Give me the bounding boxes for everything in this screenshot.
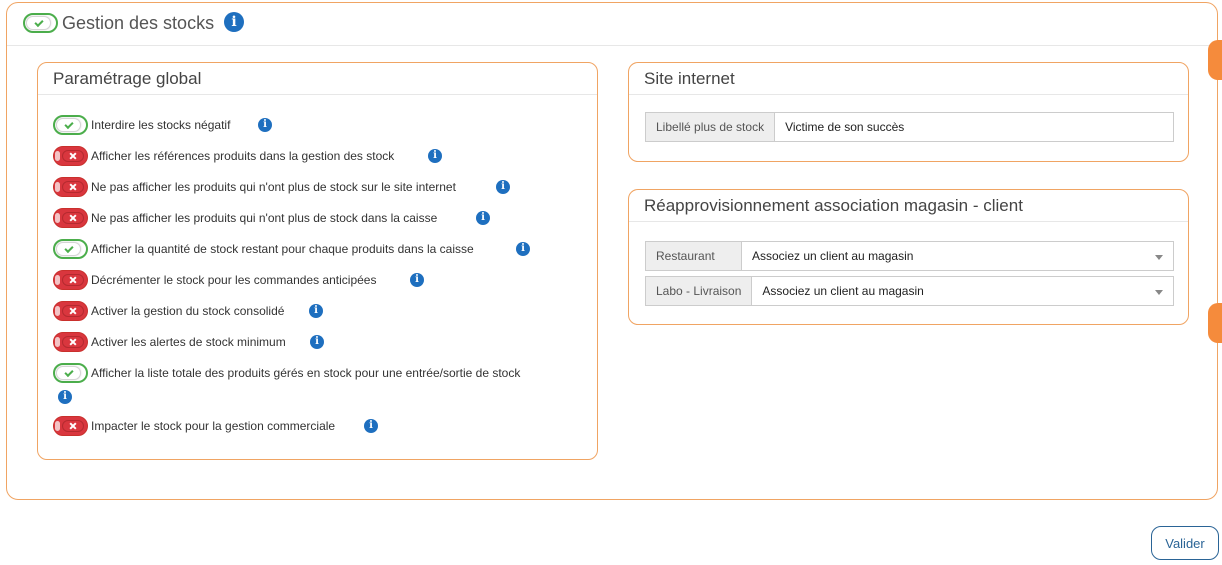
close-icon xyxy=(62,150,84,162)
setting-label: Activer les alertes de stock minimum xyxy=(91,335,286,349)
info-icon[interactable]: i xyxy=(58,390,72,404)
toggle-switch[interactable] xyxy=(53,363,88,383)
select-value: Associez un client au magasin xyxy=(762,284,924,298)
toggle-switch[interactable] xyxy=(53,239,88,259)
close-icon xyxy=(62,212,84,224)
setting-label: Décrémenter le stock pour les commandes anticipées xyxy=(91,273,377,287)
info-icon[interactable]: i xyxy=(410,273,424,287)
close-icon xyxy=(62,305,84,317)
check-icon xyxy=(26,16,51,30)
toggle-switch[interactable] xyxy=(53,115,88,135)
labo-addon: Labo - Livraison xyxy=(646,277,752,305)
out-of-stock-label-group xyxy=(645,112,1174,142)
info-icon[interactable]: i xyxy=(476,211,490,225)
side-tab-bottom[interactable] xyxy=(1208,303,1222,343)
panel-header xyxy=(629,190,1188,222)
replenishment-panel xyxy=(628,189,1189,325)
panel-title: Paramétrage global xyxy=(53,69,202,88)
labo-client-select[interactable] xyxy=(752,277,1173,305)
toggle-switch[interactable] xyxy=(53,416,88,436)
toggle-switch[interactable] xyxy=(53,301,88,321)
website-panel xyxy=(628,62,1189,162)
panel-title: Site internet xyxy=(644,69,735,88)
toggle-switch[interactable] xyxy=(53,208,88,228)
setting-label: Activer la gestion du stock consolidé xyxy=(91,304,285,318)
check-icon xyxy=(56,118,81,132)
restaurant-client-group xyxy=(645,241,1174,271)
setting-label: Ne pas afficher les produits qui n'ont plus de stock dans la caisse xyxy=(91,211,438,225)
setting-label: Afficher la liste totale des produits gérés en stock pour une entrée/sortie de stock xyxy=(91,366,521,380)
info-icon[interactable]: i xyxy=(309,304,323,318)
toggle-switch[interactable] xyxy=(53,332,88,352)
setting-label: Afficher la quantité de stock restant pour chaque produits dans la caisse xyxy=(91,242,474,256)
info-icon[interactable]: i xyxy=(496,180,510,194)
restaurant-addon: Restaurant xyxy=(646,242,742,270)
info-icon[interactable]: i xyxy=(258,118,272,132)
toggle-switch[interactable] xyxy=(53,177,88,197)
close-icon xyxy=(62,336,84,348)
page-title: Gestion des stocks xyxy=(62,13,215,33)
chevron-down-icon xyxy=(1155,255,1163,260)
setting-label: Afficher les références produits dans la gestion des stock xyxy=(91,149,395,163)
close-icon xyxy=(62,181,84,193)
close-icon xyxy=(62,420,84,432)
toggle-switch[interactable] xyxy=(53,270,88,290)
out-of-stock-label-addon: Libellé plus de stock xyxy=(646,113,775,141)
info-icon[interactable]: i xyxy=(364,419,378,433)
toggle-switch[interactable] xyxy=(53,146,88,166)
chevron-down-icon xyxy=(1155,290,1163,295)
labo-client-group xyxy=(645,276,1174,306)
setting-label: Interdire les stocks négatif xyxy=(91,118,231,132)
stock-management-toggle[interactable] xyxy=(23,13,58,33)
info-icon[interactable]: i xyxy=(428,149,442,163)
check-icon xyxy=(56,366,81,380)
info-icon[interactable]: i xyxy=(516,242,530,256)
side-tab-top[interactable] xyxy=(1208,40,1222,80)
info-icon[interactable]: i xyxy=(310,335,324,349)
close-icon xyxy=(62,274,84,286)
card-header xyxy=(7,3,1217,46)
check-icon xyxy=(56,242,81,256)
setting-label: Ne pas afficher les produits qui n'ont plus de stock sur le site internet xyxy=(91,180,456,194)
validate-button[interactable]: Valider xyxy=(1151,526,1219,560)
global-settings-panel xyxy=(37,62,598,460)
select-value: Associez un client au magasin xyxy=(752,249,914,263)
info-icon[interactable]: i xyxy=(224,12,244,32)
panel-header xyxy=(38,63,597,95)
out-of-stock-label-input[interactable]: Victime de son succès xyxy=(785,120,905,134)
restaurant-client-select[interactable] xyxy=(742,242,1173,270)
stock-management-card xyxy=(6,2,1218,500)
panel-title: Réapprovisionnement association magasin - client xyxy=(644,196,1023,215)
panel-header xyxy=(629,63,1188,95)
setting-label: Impacter le stock pour la gestion commerciale xyxy=(91,419,336,433)
